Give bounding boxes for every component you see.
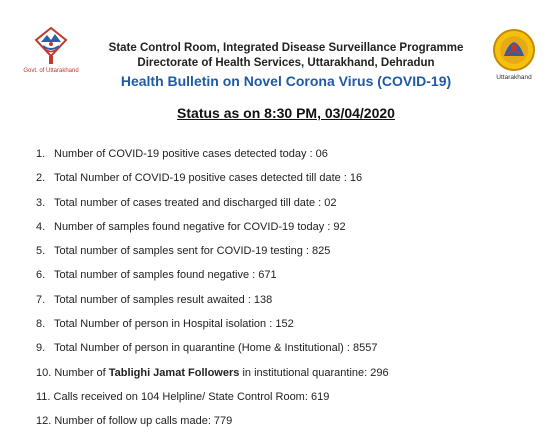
item-number: 9. <box>36 342 46 355</box>
item-text: Total number of cases treated and discharged till date : 02 <box>54 196 337 209</box>
uttarakhand-govt-logo <box>20 26 82 90</box>
item-number: 12. <box>36 415 52 428</box>
list-item <box>36 292 556 316</box>
item-number: 3. <box>36 196 46 209</box>
bulletin-title: Health Bulletin on Novel Corona Virus (COVID-19) <box>120 73 452 89</box>
item-number: 5. <box>36 245 46 258</box>
list-item <box>36 389 556 413</box>
item-number: 11. <box>36 390 51 403</box>
list-item <box>36 243 556 267</box>
list-item <box>36 340 556 364</box>
header-line-control-room: State Control Room, Integrated Disease Surveillance Programme <box>108 42 464 54</box>
item-text: Total Number of person in quarantine (Home & Institutional) : 8557 <box>54 342 378 355</box>
bulletin-items-list <box>36 146 556 438</box>
item-text: Number of COVID-19 positive cases detected today : 06 <box>54 148 328 160</box>
govt-emblem-icon <box>33 26 69 66</box>
list-item <box>36 413 556 437</box>
list-item <box>36 365 556 389</box>
item-number: 10. <box>36 366 52 379</box>
item-text-suffix: in institutional quarantine: 296 <box>239 366 389 379</box>
item-text: Number of samples found negative for COVID-19 today : 92 <box>54 220 346 233</box>
list-item <box>36 267 556 291</box>
item-number: 6. <box>36 269 46 282</box>
item-text: Total Number of person in Hospital isolation : 152 <box>54 318 294 331</box>
item-text: Total Number of COVID-19 positive cases detected till date : 16 <box>54 172 363 185</box>
seal-emblem-icon <box>492 28 536 72</box>
item-text-highlight: Tablighi Jamat Followers <box>108 366 240 379</box>
item-text: Total number of samples sent for COVID-19 testing : 825 <box>54 245 331 258</box>
right-logo-caption: Uttarakhand <box>496 74 532 81</box>
status-line: Status as on 8:30 PM, 03/04/2020 <box>177 105 395 121</box>
item-text: Total number of samples found negative : 671 <box>54 269 277 282</box>
item-text: Calls received on 104 Helpline/ State Control Room: 619 <box>53 390 330 403</box>
item-number: 7. <box>36 293 46 306</box>
uttarakhand-seal-logo <box>488 28 540 88</box>
list-item <box>36 316 556 340</box>
left-logo-caption: Govt. of Uttarakhand <box>23 68 79 74</box>
item-text: Number of follow up calls made: 779 <box>54 415 233 428</box>
list-item <box>36 195 556 219</box>
item-number: 1. <box>36 148 46 160</box>
item-number: 8. <box>36 318 46 331</box>
list-item <box>36 146 556 170</box>
item-text: Total number of samples result awaited : 138 <box>54 293 273 306</box>
item-number: 4. <box>36 220 46 233</box>
list-item <box>36 170 556 194</box>
header-line-directorate: Directorate of Health Services, Uttarakhand, Dehradun <box>137 57 435 69</box>
item-number: 2. <box>36 172 46 185</box>
list-item <box>36 219 556 243</box>
item-text-prefix: Number of <box>54 366 109 379</box>
